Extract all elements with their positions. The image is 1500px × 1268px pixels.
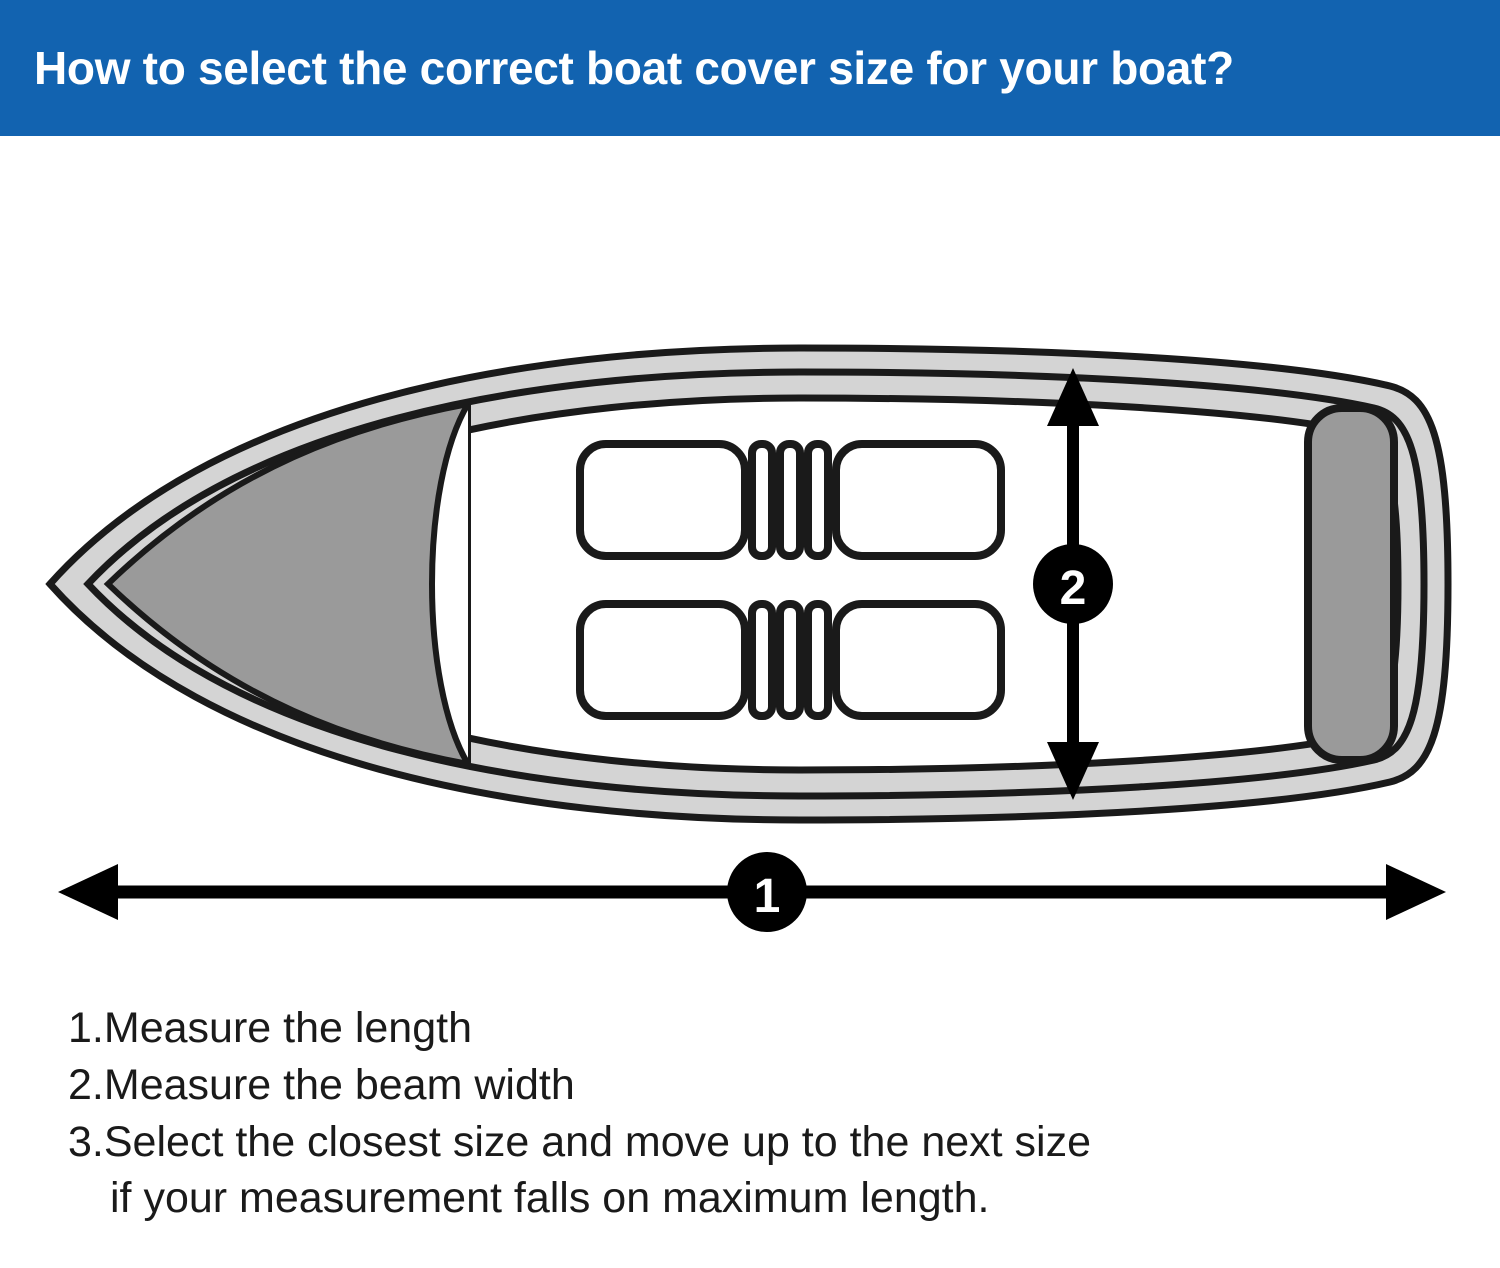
seat-rear-right: [836, 604, 1001, 716]
instruction-item-1: [68, 1000, 1460, 1057]
instruction-3-continuation: if your measurement falls on maximum length.: [110, 1174, 990, 1223]
seat-rear-slat-3: [808, 604, 828, 716]
seat-rear-left: [580, 604, 745, 716]
header-bar: [0, 0, 1500, 136]
instruction-item-3: [68, 1114, 1460, 1228]
callout-1-label: 1: [753, 870, 781, 923]
instruction-3-number: 3.: [68, 1117, 104, 1166]
instruction-item-2: [68, 1057, 1460, 1114]
stern-panel: [1308, 408, 1394, 760]
instructions-list: [0, 1000, 1500, 1227]
seat-rear-slat-2: [780, 604, 800, 716]
instruction-1-number: 1.: [68, 1004, 104, 1052]
callout-2-label: 2: [1059, 562, 1087, 615]
seat-front-slat-2: [780, 444, 800, 556]
instruction-2-text: Measure the beam width: [103, 1060, 575, 1109]
seat-rear-slat-1: [752, 604, 772, 716]
bow-deck-panel: [108, 404, 468, 764]
seat-front-right: [836, 444, 1001, 556]
seat-front-slat-1: [752, 444, 772, 556]
instruction-2-number: 2.: [68, 1060, 104, 1109]
page-title: How to select the correct boat cover size for your boat?: [34, 41, 1234, 94]
seat-front-slat-3: [808, 444, 828, 556]
instruction-1-text: Measure the length: [103, 1004, 472, 1052]
instruction-3-text: Select the closest size and move up to the next size: [103, 1117, 1092, 1166]
seat-front-left: [580, 444, 745, 556]
boat-diagram: [0, 136, 1500, 956]
